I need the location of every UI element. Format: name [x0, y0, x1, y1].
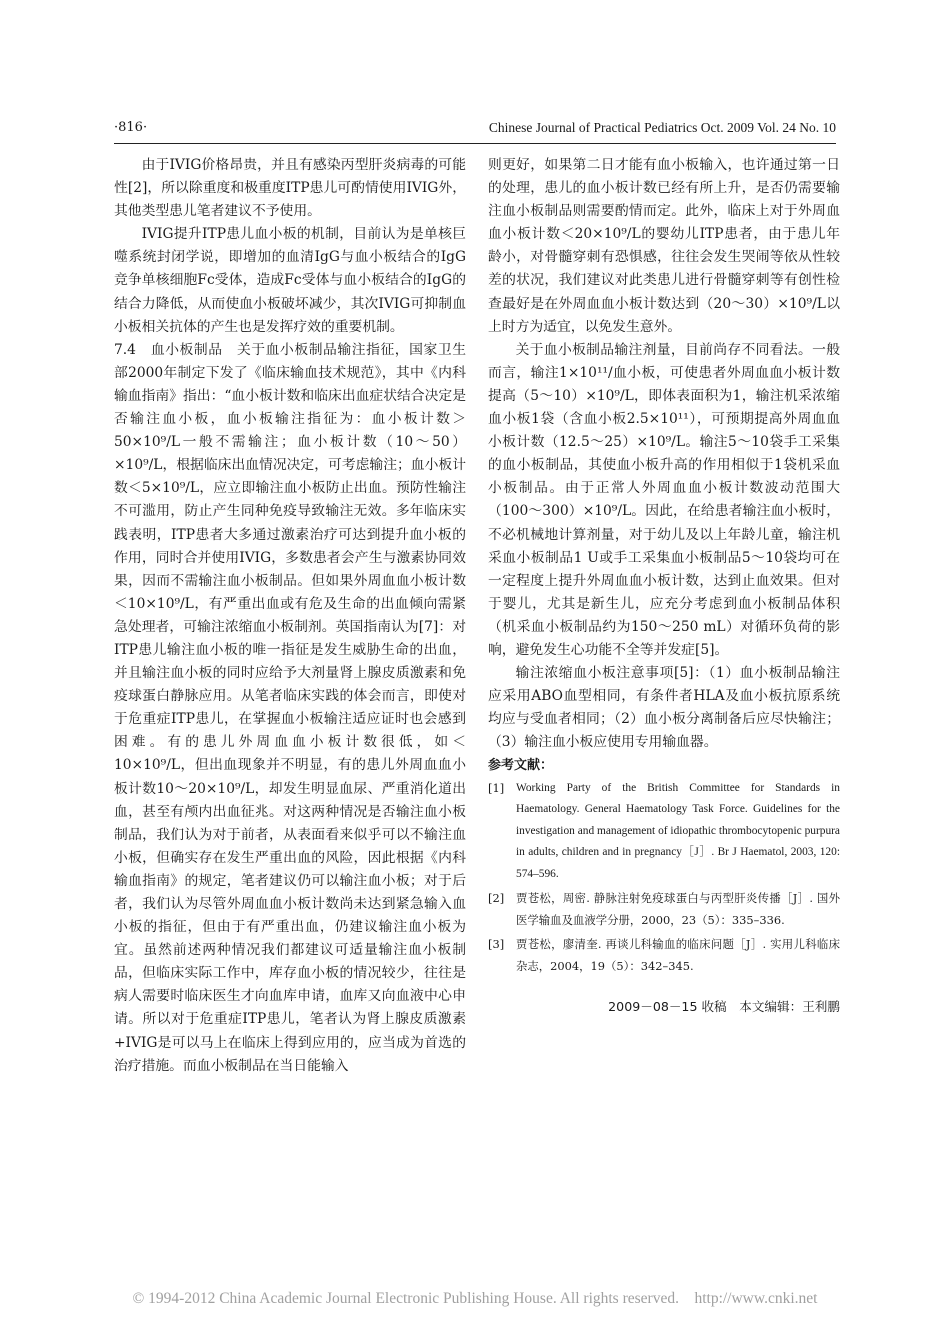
- reference-number: [1]: [488, 780, 505, 795]
- left-column: [114, 154, 466, 1078]
- page-number: ·816·: [114, 120, 148, 135]
- copyright-footer: © 1994-2012 China Academic Journal Electronic Publishing House. All rights reserved. http://www.cnki.net: [132, 1290, 818, 1307]
- journal-header: Chinese Journal of Practical Pediatrics Oct. 2009 Vol. 24 No. 10: [488, 120, 836, 135]
- received-date-editor: 2009－08－15 收稿 本文编辑：王利鹏: [608, 999, 840, 1015]
- references-heading: 参考文献：: [488, 758, 554, 774]
- reference-text: 贾苍松，周密. 静脉注射免疫球蛋白与丙型肝炎传播［J］. 国外医学输血及血液学分册，2000，23（5）：335–336.: [516, 891, 840, 927]
- reference-number: [3]: [488, 937, 505, 952]
- paragraph: 由于IVIG价格昂贵，并且有感染丙型肝炎病毒的可能性[2]，所以除重度和极重度ITP患儿可酌情使用IVIG外，其他类型患儿笔者建议不予使用。: [114, 157, 466, 220]
- reference-item: [488, 934, 840, 977]
- reference-number: [2]: [488, 891, 505, 906]
- reference-item: [488, 778, 840, 886]
- reference-list: [488, 778, 840, 978]
- header-rule: [114, 143, 836, 144]
- section-7-4-paragraph: 7.4 血小板制品 关于血小板制品输注指征，国家卫生部2000年制定下发了《临床输血技术规范》，其中《内科输血指南》指出：“血小板计数和临床出血症状结合决定是否输注血小板，血小板输注指征为：血小板计数＞50×10⁹/L一般不需输注；血小板计数（10～50）×10⁹/L，根据临床出血情况决定，可考虑输注；血小板计数＜5×10⁹/L，应立即输注血小板防止出血。预防性输注不可滥用，防止产生同种免疫导致输注无效。多年临床实践表明，ITP患者大多通过激素治疗可达到提升血小板的作用，同时合并使用IVIG，多数患者会产生与激素协同效果，因而不需输注血小板制品。但如果外周血血小板计数＜10×10⁹/L，有严重出血或有危及生命的出血倾向需紧急处理者，可输注浓缩血小板制剂。英国指南认为[7]：对ITP患儿输注血小板的唯一指征是发生威胁生命的出血，并且输注血小板的同时应给予大剂量肾上腺皮质激素和免疫球蛋白静脉应用。从笔者临床实践的体会而言，即使对于危重症ITP患儿，在掌握血小板输注适应证时也会感到困难。有的患儿外周血血小板计数很低，如＜10×10⁹/L，但出血现象并不明显，有的患儿外周血血小板计数10～20×10⁹/L，却发生明显血尿、严重消化道出血，甚至有颅内出血征兆。对这两种情况是否输注血小板制品，我们认为对于前者，从表面看来似乎可以不输注血小板，但确实存在发生严重出血的风险，因此根据《内科输血指南》的规定，笔者建议仍可以输注血小板；对于后者，我们认为尽管外周血血小板计数尚未达到紧急输入血小板的指征，但由于有严重出血，仍建议输注血小板为宜。虽然前述两种情况我们都建议可适量输注血小板制品，但临床实际工作中，库存血小板的情况较少，往往是病人需要时临床医生才向血库申请，血库又向血液中心申请。所以对于危重症ITP患儿，笔者认为肾上腺皮质激素+IVIG是可以马上在临床上得到应用的，应当成为首选的治疗措施。而血小板制品在当日能输入: [114, 341, 466, 1074]
- paragraph: 输注浓缩血小板注意事项[5]：（1）血小板制品输注应采用ABO血型相同，有条件者HLA及血小板抗原系统均应与受血者相同；（2）血小板分离制备后应尽快输注；（3）输注血小板应使用专用输血器。: [488, 665, 840, 751]
- reference-text: Working Party of the British Committee for Standards in Haematology. General Haematology Task Force. Guidelines for the investigation and management of idiopathic thrombocytopenic purpura in adults, children and in pregnancy［J］. Br J Haematol, 2003, 120: 574–596.: [516, 781, 840, 880]
- paragraph: IVIG提升ITP患儿血小板的机制，目前认为是单核巨噬系统封闭学说，即增加的血清IgG与血小板结合的IgG竞争单核细胞Fc受体，造成Fc受体与血小板结合的IgG的结合力降低，从而使血小板破坏减少，其次IVIG可抑制血小板相关抗体的产生也是发挥疗效的重要机制。: [114, 226, 466, 335]
- reference-item: [488, 888, 840, 931]
- reference-text: 贾苍松，廖清奎. 再谈儿科输血的临床问题［J］. 实用儿科临床杂志，2004，19（5）：342–345.: [516, 937, 840, 973]
- paragraph: 关于血小板制品输注剂量，目前尚存不同看法。一般而言，输注1×10¹¹/血小板，可使患者外周血血小板计数提高（5～10）×10⁹/L，即体表面积为1，输注机采浓缩血小板1袋（含血小板2.5×10¹¹），可预期提高外周血血小板计数（12.5～25）×10⁹/L。输注5～10袋手工采集的血小板制品，其使血小板升高的作用相似于1袋机采血小板制品。由于正常人外周血血小板计数波动范围大（100～300）×10⁹/L。因此，在给患者输注血小板时，不必机械地计算剂量，对于幼儿及以上年龄儿童，输注机采血小板制品1 U或手工采集血小板制品5～10袋均可在一定程度上提升外周血血小板计数，达到止血效果。但对于婴儿，尤其是新生儿，应充分考虑到血小板制品体积（机采血小板制品约为150～250 mL）对循环负荷的影响，避免发生心功能不全等并发症[5]。: [488, 341, 840, 658]
- right-column: [488, 154, 840, 1018]
- paragraph: 则更好，如果第二日才能有血小板输入，也许通过第一日的处理，患儿的血小板计数已经有所上升，是否仍需要输注血小板制品则需要酌情而定。此外，临床上对于外周血血小板计数＜20×10⁹/L的婴幼儿ITP患者，由于患儿年龄小，对骨髓穿刺有恐惧感，往往会发生哭闹等依从性较差的状况，我们建议对此类患儿进行骨髓穿刺等有创性检查最好是在外周血血小板计数达到（20～30）×10⁹/L以上时方为适宜，以免发生意外。: [488, 157, 840, 335]
